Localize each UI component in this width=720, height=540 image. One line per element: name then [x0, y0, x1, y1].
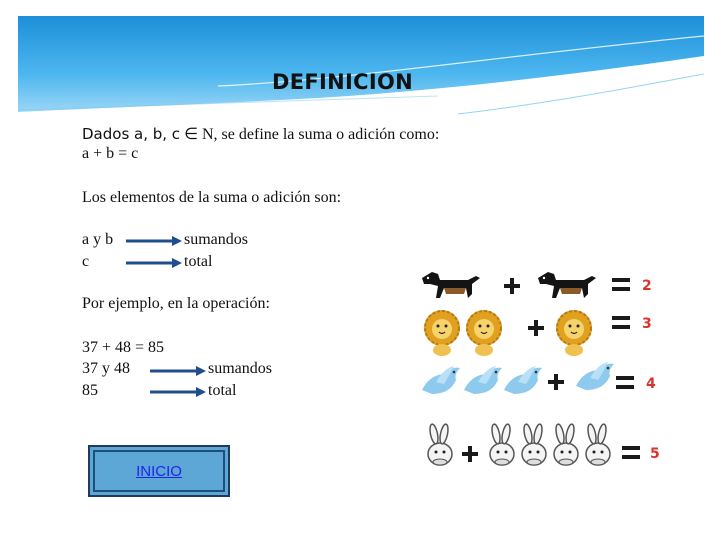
arrow-icon: [148, 385, 208, 399]
result-5: 5: [650, 446, 660, 462]
example-row-2-left: 85: [82, 382, 98, 399]
example-row-1-left: 37 y 48: [82, 360, 130, 377]
result-3: 3: [642, 316, 652, 332]
example-row-2-right: total: [208, 382, 237, 399]
elements-row-2-left: c: [82, 253, 90, 270]
arrow-icon: [124, 234, 184, 248]
elements-intro: Los elementos de la suma o adición son:: [82, 189, 342, 206]
arrow-icon: [124, 256, 184, 270]
inicio-button-frame: [93, 450, 225, 492]
bird-row: [422, 362, 656, 394]
elements-row-2-right: total: [184, 253, 213, 270]
lion-row: [424, 310, 652, 356]
definition-line-1: [82, 124, 439, 144]
example-operation: 37 + 48 = 85: [82, 339, 165, 356]
arrow-icon: [148, 364, 208, 378]
definition-statement: ∈ N, se define la suma o adición como:: [184, 126, 440, 143]
example-intro: Por ejemplo, en la operación:: [82, 295, 270, 312]
addition-illustration: [416, 256, 668, 480]
result-4: 4: [646, 376, 656, 392]
elements-row-1-left: a y b: [82, 231, 114, 248]
inicio-link[interactable]: INICIO: [136, 462, 182, 480]
dog-row: [422, 272, 652, 298]
inicio-button[interactable]: [88, 445, 230, 497]
page-title: DEFINICION: [272, 70, 413, 94]
definition-variables: Dados a, b, c: [82, 125, 181, 143]
header-banner: [18, 16, 704, 120]
elements-row-1-right: sumandos: [184, 231, 248, 248]
example-row-1-right: sumandos: [208, 360, 272, 377]
rabbit-row: [428, 423, 660, 465]
definition-formula: a + b = c: [82, 145, 139, 162]
result-2: 2: [642, 278, 652, 294]
